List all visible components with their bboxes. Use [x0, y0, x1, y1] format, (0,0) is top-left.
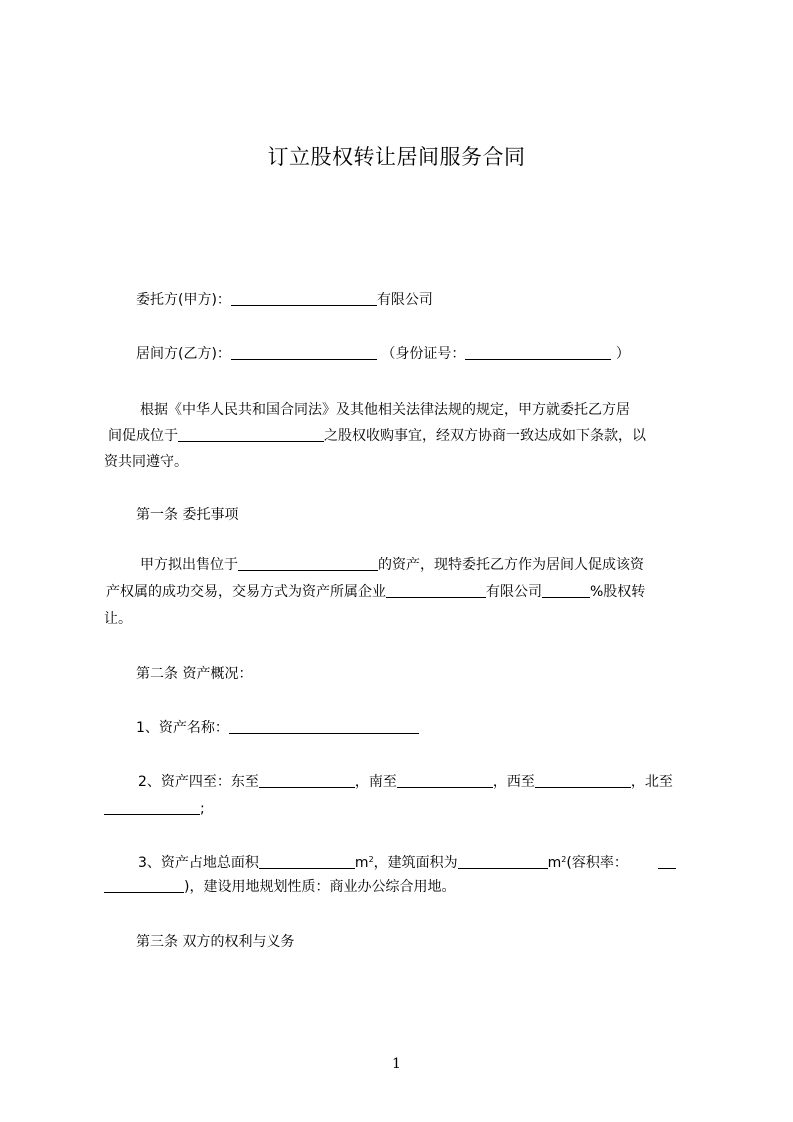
- party-b-id-label: （身份证号：: [381, 346, 466, 362]
- party-a-suffix: 有限公司: [376, 292, 433, 308]
- party-b-id-close: ）: [615, 346, 630, 362]
- intro-line-3: 资共同遵守。: [104, 454, 188, 470]
- article-1-line-3: 让。: [104, 611, 132, 627]
- intro-line-2-end: 之股权收购事宜，经双方协商一致达成如下条款，以: [324, 428, 646, 444]
- boundary-north-label: ，北至: [630, 774, 673, 790]
- intro-line-1: 根据《中华人民共和国合同法》及其他相关法律法规的规定，甲方就委托乙方居: [140, 402, 630, 418]
- building-area-unit-sup: 2: [561, 855, 567, 864]
- building-area-field[interactable]: [458, 853, 548, 869]
- page-number: 1: [392, 1056, 401, 1072]
- building-area-unit: m: [547, 855, 562, 871]
- party-b-line: [136, 344, 740, 364]
- article-1-line-1: [140, 555, 744, 575]
- asset-name-item: [136, 718, 740, 738]
- intro-line-2: [108, 426, 712, 446]
- boundary-west-label: ，西至: [492, 774, 535, 790]
- party-b-id-field[interactable]: [465, 344, 611, 360]
- boundary-north-field[interactable]: [104, 799, 200, 815]
- party-b-name-field[interactable]: [231, 344, 377, 360]
- party-a-line: [136, 290, 740, 310]
- boundary-south-label: ，南至: [354, 774, 397, 790]
- asset-boundaries-line-2: [104, 799, 708, 819]
- article-1-line-1-start: 甲方拟出售位于: [140, 557, 238, 573]
- boundary-west-field[interactable]: [535, 772, 631, 788]
- plot-ratio-field-start[interactable]: [658, 853, 676, 869]
- article-1-company-suffix: 有限公司: [486, 584, 542, 600]
- intro-location-field[interactable]: [178, 426, 324, 442]
- asset-area-line-1: [138, 850, 742, 873]
- article-1-line-1-end: 的资产，现特委托乙方作为居间人促成该资: [378, 557, 644, 573]
- party-b-label: 居间方(乙方)：: [136, 346, 231, 362]
- boundary-end: ;: [200, 801, 205, 817]
- article-1-line-2-end: %股权转: [590, 584, 646, 600]
- article-1-heading: 第一条 委托事项: [136, 507, 239, 523]
- document-title: 订立股权转让居间服务合同: [267, 145, 526, 169]
- land-area-unit: m: [354, 855, 369, 871]
- asset-name-field[interactable]: [229, 718, 419, 734]
- article-1-company-field[interactable]: [386, 582, 486, 598]
- plot-ratio-field-end[interactable]: [104, 877, 184, 893]
- article-3-heading: 第三条 双方的权利与义务: [136, 934, 295, 950]
- intro-line-2-start: 间促成位于: [108, 428, 178, 444]
- asset-area-line-2: [104, 877, 708, 897]
- article-1-location-field[interactable]: [238, 555, 378, 571]
- land-area-unit-sup: 2: [368, 855, 374, 864]
- boundary-south-field[interactable]: [397, 772, 493, 788]
- party-a-name-field[interactable]: [231, 290, 377, 306]
- article-2-heading: 第二条 资产概况：: [136, 666, 253, 682]
- party-a-label: 委托方(甲方)：: [136, 292, 231, 308]
- asset-name-label: 1、资产名称：: [136, 720, 229, 736]
- plot-ratio-label: (容积率：: [566, 855, 628, 871]
- article-1-percent-field[interactable]: [542, 582, 590, 598]
- land-area-label: 3、资产占地总面积: [138, 855, 259, 871]
- land-use-text: )，建设用地规划性质：商业办公综合用地。: [184, 879, 456, 895]
- asset-boundaries-line-1: [138, 772, 742, 792]
- boundary-east-label: 2、资产四至：东至: [138, 774, 259, 790]
- boundary-east-field[interactable]: [259, 772, 355, 788]
- article-1-line-2-start: 产权属的成功交易，交易方式为资产所属企业: [106, 584, 386, 600]
- building-area-label: ，建筑面积为: [373, 855, 458, 871]
- land-area-field[interactable]: [259, 853, 355, 869]
- article-1-line-2: [106, 582, 710, 602]
